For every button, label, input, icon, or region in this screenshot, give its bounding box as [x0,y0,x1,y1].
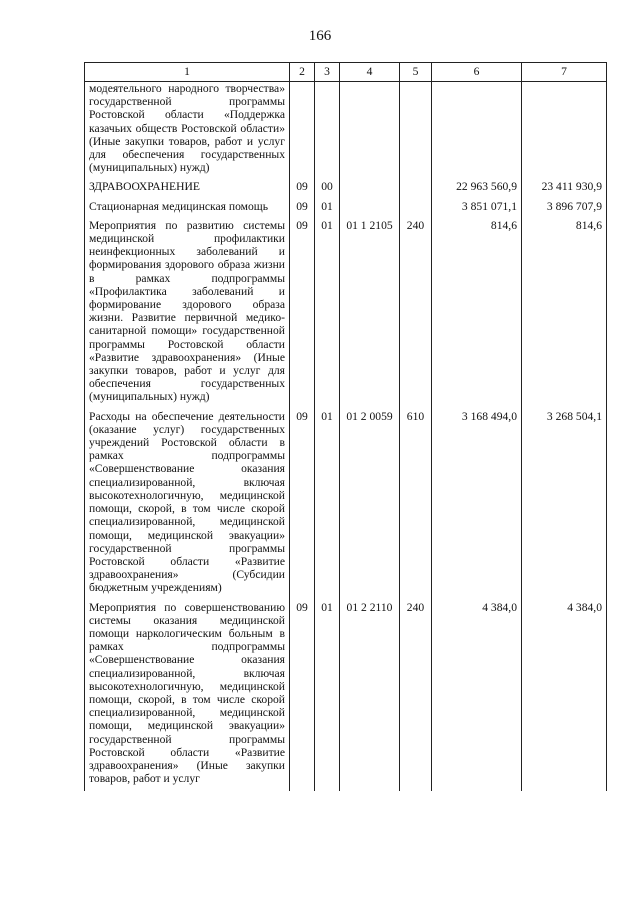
row-target-article [340,180,400,199]
table-body [85,82,607,792]
row-section-code [290,82,315,181]
row-amount-year1: 22 963 560,9 [432,180,522,199]
row-amount-year2: 3 896 707,9 [522,200,607,219]
row-description: Мероприятия по развитию системы медицинской профилактики неинфекционных заболеваний и формирования здорового образа жизни в рамках подпрограммы «Профилактика заболеваний и формирование здорового образа жизни. Развитие первичной медико-санитарной помощи» государственной программы Ростовской области «Развитие здравоохранения» (Иные закупки товаров, работ и услуг для обеспечения государственных (муниципальных) нужд) [85,219,290,410]
col-header-6: 6 [432,63,522,82]
row-amount-year1: 3 851 071,1 [432,200,522,219]
row-section-code: 09 [290,410,315,601]
row-expense-type: 240 [400,601,432,792]
table-row [85,180,607,199]
table-header [85,63,607,82]
budget-table [84,62,607,791]
row-subsection-code: 01 [315,410,340,601]
col-header-3: 3 [315,63,340,82]
row-description: модеятельного народного творчества» государственной программы Ростовской области «Поддержка казачьих обществ Ростовской области» (Иные закупки товаров, работ и услуг для обеспечения государственных (муниципальных) нужд) [85,82,290,181]
row-expense-type [400,82,432,181]
row-target-article [340,82,400,181]
row-expense-type [400,200,432,219]
col-header-1: 1 [85,63,290,82]
col-header-5: 5 [400,63,432,82]
row-section-code: 09 [290,200,315,219]
row-target-article: 01 1 2105 [340,219,400,410]
row-amount-year2: 4 384,0 [522,601,607,792]
row-expense-type [400,180,432,199]
table-row [85,410,607,601]
table-row [85,82,607,181]
row-expense-type: 240 [400,219,432,410]
row-amount-year1: 814,6 [432,219,522,410]
row-subsection-code: 01 [315,200,340,219]
row-description: ЗДРАВООХРАНЕНИЕ [85,180,290,199]
row-description: Расходы на обеспечение деятельности (оказание услуг) государственных учреждений Ростовской области в рамках подпрограммы «Совершенствование оказания специализированной, включая высокотехнологичную, медицинской помощи, скорой, в том числе скорой специализированной, медицинской помощи, медицинской эвакуации» государственной программы Ростовской области «Развитие здравоохранения» (Субсидии бюджетным учреждениям) [85,410,290,601]
col-header-2: 2 [290,63,315,82]
header-row [85,63,607,82]
row-amount-year1: 4 384,0 [432,601,522,792]
table-row [85,219,607,410]
row-subsection-code: 01 [315,219,340,410]
row-subsection-code: 01 [315,601,340,792]
col-header-4: 4 [340,63,400,82]
page-number: 166 [308,28,332,44]
row-target-article: 01 2 0059 [340,410,400,601]
row-amount-year2: 23 411 930,9 [522,180,607,199]
row-target-article: 01 2 2110 [340,601,400,792]
row-amount-year2: 814,6 [522,219,607,410]
row-target-article [340,200,400,219]
table-row [85,601,607,792]
row-subsection-code: 00 [315,180,340,199]
row-description: Стационарная медицинская помощь [85,200,290,219]
row-amount-year1 [432,82,522,181]
row-section-code: 09 [290,601,315,792]
col-header-7: 7 [522,63,607,82]
row-expense-type: 610 [400,410,432,601]
row-amount-year1: 3 168 494,0 [432,410,522,601]
row-section-code: 09 [290,180,315,199]
row-subsection-code [315,82,340,181]
row-amount-year2 [522,82,607,181]
row-amount-year2: 3 268 504,1 [522,410,607,601]
row-section-code: 09 [290,219,315,410]
table-row [85,200,607,219]
row-description: Мероприятия по совершенствованию системы оказания медицинской помощи наркологическим больным в рамках подпрограммы «Совершенствование оказания специализированной, включая высокотехнологичную, медицинской помощи, скорой, в том числе скорой специализированной, медицинской помощи, медицинской эвакуации» государственной программы Ростовской области «Развитие здравоохранения» (Иные закупки товаров, работ и услуг [85,601,290,792]
